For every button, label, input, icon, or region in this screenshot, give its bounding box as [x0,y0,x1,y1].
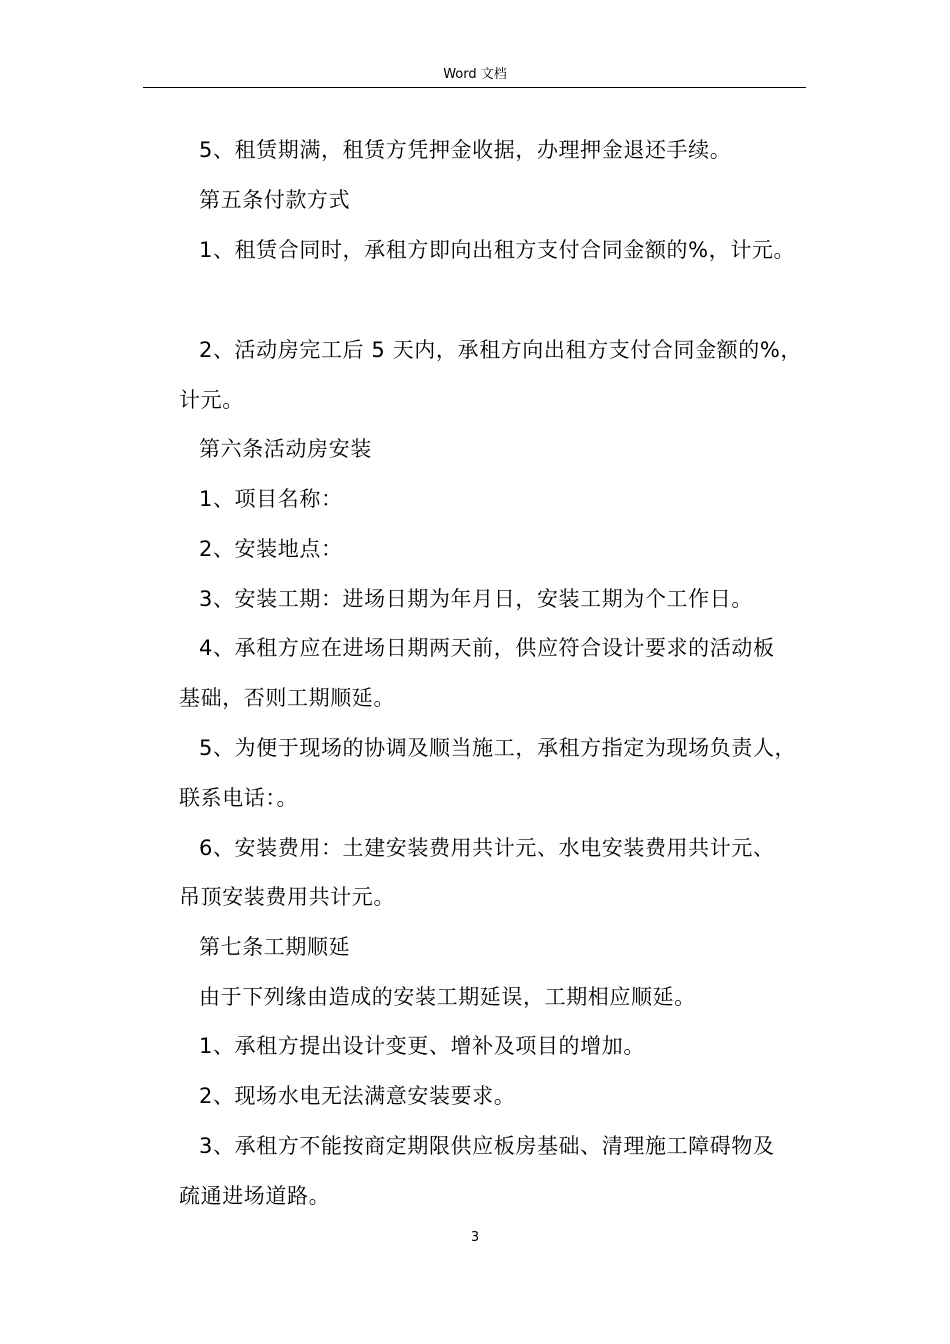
body-paragraph: 1、项目名称： [199,487,343,511]
body-paragraph-continuation: 计元。 [179,388,244,412]
body-paragraph: 2、现场水电无法满意安装要求。 [199,1084,516,1108]
body-paragraph: 6、安装费用：土建安装费用共计元、水电安装费用共计元、 [199,836,775,860]
header-title: Word 文档 [443,67,507,82]
body-paragraph-continuation: 吊顶安装费用共计元。 [179,885,395,909]
body-paragraph: 1、租赁合同时，承租方即向出租方支付合同金额的%，计元。 [199,238,796,262]
body-paragraph: 5、租赁期满，租赁方凭押金收据，办理押金退还手续。 [199,138,732,162]
body-paragraph: 5、为便于现场的协调及顺当施工，承租方指定为现场负责人， [199,736,797,760]
body-paragraph: 2、活动房完工后 5 天内，承租方向出租方支付合同金额的%， [199,338,803,362]
body-paragraph: 3、承租方不能按商定期限供应板房基础、清理施工障碍物及 [199,1134,775,1158]
page-number: 3 [470,1230,480,1245]
body-paragraph-continuation: 疏通进场道路。 [179,1184,331,1208]
body-paragraph: 3、安装工期：进场日期为年月日，安装工期为个工作日。 [199,587,753,611]
header-divider [143,87,806,88]
section-heading: 第七条工期顺延 [199,935,351,959]
body-paragraph: 1、承租方提出设计变更、增补及项目的增加。 [199,1034,645,1058]
body-paragraph: 4、承租方应在进场日期两天前，供应符合设计要求的活动板 [199,636,775,660]
section-heading: 第五条付款方式 [199,188,351,212]
body-paragraph: 由于下列缘由造成的安装工期延误，工期相应顺延。 [199,985,696,1009]
body-paragraph-continuation: 联系电话：。 [179,786,299,810]
section-heading: 第六条活动房安装 [199,437,372,461]
body-paragraph: 2、安装地点： [199,537,343,561]
body-paragraph-continuation: 基础，否则工期顺延。 [179,686,395,710]
